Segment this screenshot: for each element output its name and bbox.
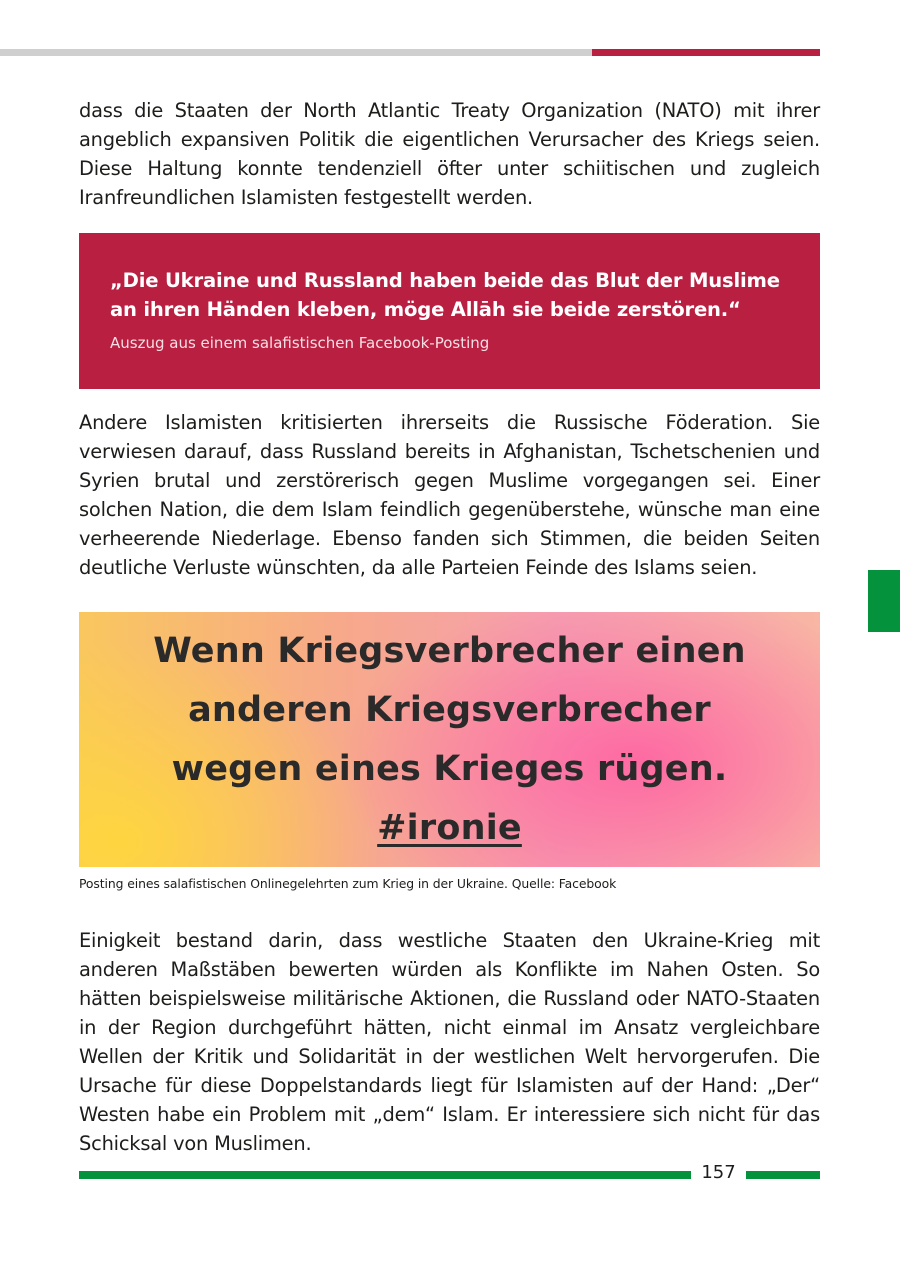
header-rule-grey <box>0 49 592 56</box>
post-hashtag: #ironie <box>377 807 522 848</box>
quote-source: Auszug aus einem salafistischen Facebook-Posting <box>110 334 490 352</box>
page-number: 157 <box>701 1162 736 1183</box>
post-text-line-1: Wenn Kriegsverbrecher einen <box>153 630 746 671</box>
footer-rule-right <box>746 1171 820 1179</box>
paragraph-intro: dass die Staaten der North Atlantic Treaty Organization (NATO) mit ihrer angeblich expansiven Politik die eigentlichen Verursacher des Kriegs seien. Diese Haltung konnte tendenziell öfter unter schiitischen und zugleich Iranfreundlichen Islamisten festgestellt werden. <box>79 99 820 209</box>
footer-rule-left <box>79 1171 691 1179</box>
image-caption: Posting eines salafistischen Onlinegelehrten zum Krieg in der Ukraine. Quelle: Facebook <box>79 876 617 891</box>
post-text-line-3: wegen eines Krieges rügen. <box>171 748 728 789</box>
quote-text: „Die Ukraine und Russland haben beide das Blut der Muslime an ihren Händen kleben, möge Allāh sie beide zerstören.“ <box>110 269 780 321</box>
paragraph-middle: Andere Islamisten kritisierten ihrerseits die Russische Föderation. Sie verwiesen darauf, dass Russland bereits in Afghanistan, Tschetschenien und Syrien brutal und zerstörerisch gegen Muslime vorgegangen sei. Einer solchen Nation, die dem Islam feindlich gegenüberstehe, wünsche man eine verheerende Niederlage. Ebenso fanden sich Stimmen, die beiden Seiten deutliche Verluste wünschten, da alle Parteien Feinde des Islams seien. <box>79 411 820 579</box>
paragraph-closing: Einigkeit bestand darin, dass westliche Staaten den Ukraine-Krieg mit anderen Maßstäben bewerten würden als Konflikte im Nahen Osten. So hätten beispielsweise militärische Aktionen, die Russland oder NATO-Staaten in der Region durchgeführt hätten, nicht einmal im Ansatz vergleichbare Wellen der Kritik und Solidarität in der westlichen Welt hervorgerufen. Die Ursache für diese Doppelstandards liegt für Islamisten auf der Hand: „Der“ Westen habe ein Problem mit „dem“ Islam. Er interessiere sich nicht für das Schicksal von Muslimen. <box>79 929 820 1155</box>
post-text-line-2: anderen Kriegsverbrecher <box>188 689 711 730</box>
chapter-tab-marker <box>868 570 900 632</box>
quote-box <box>79 233 820 389</box>
header-rule-red <box>592 49 820 56</box>
facebook-post-image <box>79 612 820 867</box>
